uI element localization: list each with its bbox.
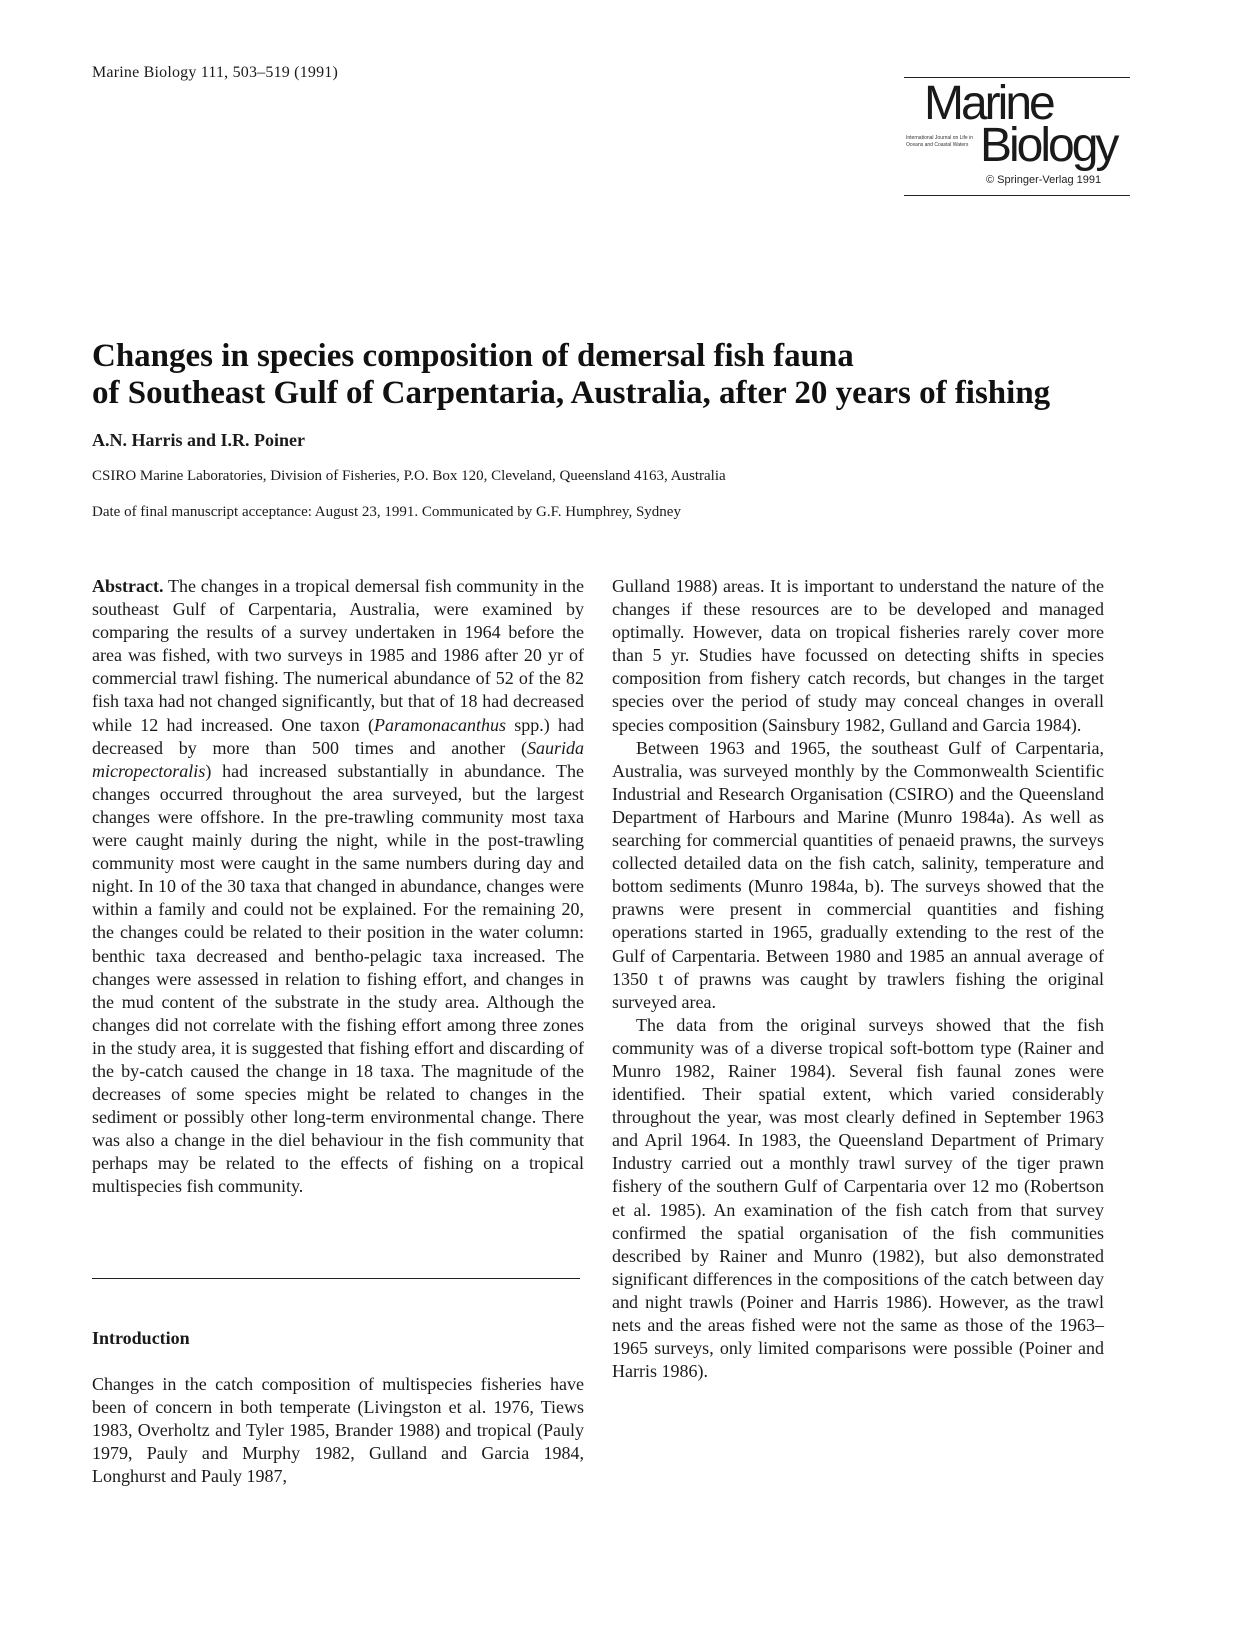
abstract-text-2: spp.) had decreased by more than 500 times and another (: [92, 714, 584, 758]
abstract-paragraph: [92, 575, 584, 1199]
section-divider: [92, 1278, 580, 1279]
introduction-paragraph-3: The data from the original surveys showed that the fish community was of a diverse tropical soft-bottom type (Rainer and Munro 1982, Rainer 1984). Several fish faunal zones were identified. Their spatial extent, which varied considerably throughout the year, was most clearly defined in September 1963 and April 1964. In 1983, the Queensland Department of Primary Industry carried out a monthly trawl survey of the tiger prawn fishery of the southern Gulf of Carpentaria over 12 mo (Robertson et al. 1985). An examination of the fish catch from that survey confirmed the spatial organisation of the fish communities described by Rainer and Munro (1982), but also demonstrated significant differences in the compositions of the catch between day and night trawls (Poiner and Harris 1986). However, as the trawl nets and the areas fished were not the same as those of the 1963–1965 surveys, only limited comparisons were possible (Poiner and Harris 1986).: [612, 1014, 1104, 1382]
introduction-column-left: [92, 1373, 584, 1488]
author-affiliation: CSIRO Marine Laboratories, Division of Fisheries, P.O. Box 120, Cleveland, Queensland 4163, Australia: [92, 468, 726, 484]
journal-logo: [904, 74, 1130, 200]
introduction-heading: Introduction: [92, 1328, 190, 1348]
author-list: A.N. Harris and I.R. Poiner: [92, 430, 305, 450]
journal-citation: Marine Biology 111, 503–519 (1991): [92, 64, 339, 81]
copyright-notice: © Springer-Verlag 1991: [986, 174, 1102, 186]
manuscript-dates: Date of final manuscript acceptance: August 23, 1991. Communicated by G.F. Humphrey, Sydney: [92, 504, 681, 520]
introduction-column-right: [612, 575, 1104, 1383]
logo-bottom-rule: [904, 195, 1130, 196]
logo-word-marine: Marine: [924, 77, 1053, 130]
introduction-paragraph-2: Between 1963 and 1965, the southeast Gulf of Carpentaria, Australia, was surveyed monthly by the Commonwealth Scientific Industrial and Research Organisation (CSIRO) and the Queensland Department of Harbours and Marine (Munro 1984a). As well as searching for commercial quantities of penaeid prawns, the surveys collected detailed data on the fish catch, salinity, temperature and bottom sediments (Munro 1984a, b). The surveys showed that the prawns were present in commercial quantities and fishing operations started in 1965, gradually extending to the rest of the Gulf of Carpentaria. Between 1980 and 1985 an annual average of 1350 t of prawns was caught by trawlers fishing the original surveyed area.: [612, 737, 1104, 1012]
logo-word-biology: Biology: [980, 119, 1117, 172]
article-title: [92, 338, 1152, 412]
article-title-line-1: Changes in species composition of demersal fish fauna: [92, 338, 854, 374]
abstract-text-1: The changes in a tropical demersal fish community in the southeast Gulf of Carpentaria, Australia, were examined by comparing the results of a survey undertaken in 1964 before the area was fished, with two surveys in 1985 and 1986 after 20 yr of commercial trawl fishing. The numerical abundance of 52 of the 82 fish taxa had not changed significantly, but that of 18 had decreased while 12 had increased. One taxon (: [92, 576, 584, 735]
abstract-taxon-2: Saurida micropectoralis: [92, 737, 584, 781]
abstract-text-3: ) had increased substantially in abundance. The changes occurred throughout the area surveyed, but the largest changes were offshore. In the pre-trawling community most taxa were caught mainly during the night, while in the post-trawling community most were caught in the same numbers during day and night. In 10 of the 30 taxa that changed in abundance, changes were within a family and could not be explained. For the remaining 20, the changes could be related to their position in the water column: benthic taxa decreased and bentho-pelagic taxa increased. The changes were assessed in relation to fishing effort, and changes in the mud content of the substrate in the study area. Although the changes did not correlate with the fishing effort among three zones in the study area, it is suggested that fishing effort and discarding of the by-catch caused the change in 18 taxa. The magnitude of the decreases of some species might be related to changes in the sediment or possibly other long-term environmental change. There was also a change in the diel behaviour in the fish community that perhaps may be related to the effects of fishing on a tropical multispecies fish community.: [92, 760, 584, 1197]
introduction-paragraph-1-end: Gulland 1988) areas. It is important to understand the nature of the changes if these resources are to be developed and managed optimally. However, data on tropical fisheries rarely cover more than 5 yr. Studies have focussed on detecting shifts in species composition from fishery catch records, but changes in the target species over the period of study may conceal changes in overall species composition (Sainsbury 1982, Gulland and Garcia 1984).: [612, 576, 1104, 735]
abstract-label: Abstract.: [92, 576, 164, 596]
abstract-section: [92, 575, 584, 1199]
logo-tagline: International Journal on Life in Oceans and Coastal Waters: [906, 135, 973, 148]
article-title-line-2: of Southeast Gulf of Carpentaria, Australia, after 20 years of fishing: [92, 375, 1051, 411]
abstract-taxon-1: Paramonacanthus: [373, 714, 506, 735]
introduction-paragraph-1-start: Changes in the catch composition of multispecies fisheries have been of concern in both temperate (Livingston et al. 1976, Tiews 1983, Overholtz and Tyler 1985, Brander 1988) and tropical (Pauly 1979, Pauly and Murphy 1982, Gulland and Garcia 1984, Longhurst and Pauly 1987,: [92, 1374, 584, 1487]
